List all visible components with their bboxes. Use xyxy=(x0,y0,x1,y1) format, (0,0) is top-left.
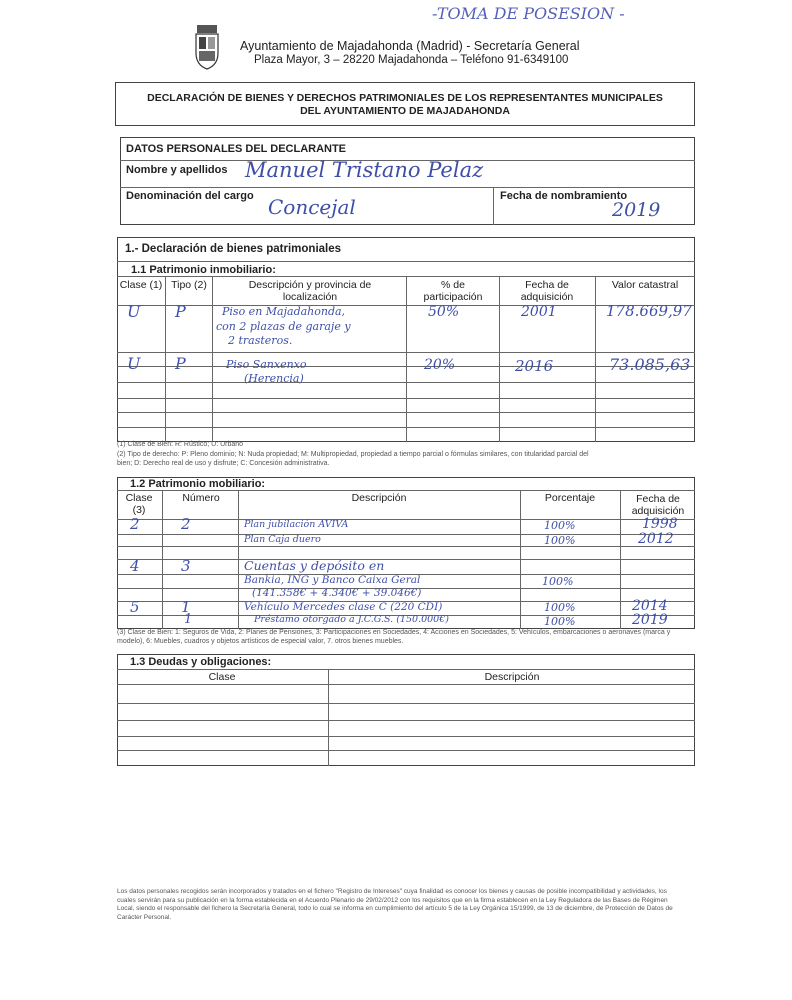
mob-row5-desc: (141.358€ + 4.340€ + 39.046€) xyxy=(252,587,422,599)
mob-row6-desc: Vehículo Mercedes clase C (220 CDI) xyxy=(244,601,443,613)
mob-col-fecha: Fecha de adquisición xyxy=(631,493,685,517)
inmob-col-fecha: Fecha de adquisición xyxy=(520,279,574,303)
personal-heading: DATOS PERSONALES DEL DECLARANTE xyxy=(126,143,347,155)
mob-col-clase: Clase (3) xyxy=(125,492,153,516)
inmob-row2-clase: U xyxy=(127,354,141,373)
debts-col-descripcion: Descripción xyxy=(484,671,540,683)
mob-row2-desc: Plan Caja duero xyxy=(244,534,321,545)
inmob-row2-fecha: 2016 xyxy=(515,357,554,375)
inmob-row2-desc1: Piso Sanxenxo xyxy=(226,358,307,371)
cargo-value: Concejal xyxy=(268,195,356,219)
inmob-row2-desc2: (Herencia) xyxy=(244,372,304,385)
mob-row1-fecha: 1998 xyxy=(642,516,678,532)
mob-col-numero: Número xyxy=(182,492,220,504)
inmob-row1-clase: U xyxy=(127,302,141,321)
mob-row6-pct: 100% xyxy=(544,601,576,614)
inmob-row2-pct: 20% xyxy=(424,357,456,373)
name-value: Manuel Tristano Pelaz xyxy=(245,158,484,182)
inmob-row1-desc1: Piso en Majadahonda, xyxy=(222,305,346,318)
header-address: Plaza Mayor, 3 – 28220 Majadahonda – Teléfono 91-6349100 xyxy=(254,54,569,66)
fecha-nombramiento-label: Fecha de nombramiento xyxy=(500,190,628,202)
section11-heading: 1.1 Patrimonio inmobiliario: xyxy=(131,264,276,276)
fecha-nombramiento-value: 2019 xyxy=(612,199,661,221)
debts-col-clase: Clase xyxy=(208,671,236,683)
mob-row1-desc: Plan jubilación AVIVA xyxy=(244,519,349,530)
handwritten-annotation: -TOMA DE POSESION - xyxy=(432,4,625,23)
inmob-col-participacion: % de participación xyxy=(423,279,483,303)
mob-col-descripcion: Descripción xyxy=(351,492,407,504)
mob-row7-fecha: 2019 xyxy=(632,612,668,628)
title-box xyxy=(115,82,695,126)
note-1: (1) Clase de Bien: R: Rústico; U: Urbano xyxy=(117,441,244,448)
inmob-row1-valor: 178.669,97 xyxy=(606,302,692,320)
mob-row1-clase: 2 xyxy=(130,515,140,533)
inmob-row1-fecha: 2001 xyxy=(521,304,557,320)
mob-row3-clase: 4 xyxy=(130,557,140,575)
inmob-col-valor: Valor catastral xyxy=(611,279,679,291)
mob-row7-num: 1 xyxy=(184,612,193,627)
note-2: (2) Tipo de derecho: P: Pleno dominio; N: Nuda propiedad; M: Multipropiedad, propiedad a tiempo parcial o fórmulas similares, con titularidad parcial del xyxy=(117,451,589,458)
section12-heading: 1.2 Patrimonio mobiliario: xyxy=(130,478,266,490)
mob-row6-fecha: 2014 xyxy=(632,598,668,614)
title-line2: DEL AYUNTAMIENTO DE MAJADAHONDA xyxy=(300,105,510,117)
mob-row1-num: 2 xyxy=(181,515,191,533)
cargo-label: Denominación del cargo xyxy=(126,190,254,202)
title-line1: DECLARACIÓN DE BIENES Y DERECHOS PATRIMONIALES DE LOS REPRESENTANTES MUNICIPALES xyxy=(147,92,663,104)
mob-row7-pct: 100% xyxy=(544,615,576,628)
inmob-row1-tipo: P xyxy=(175,302,186,321)
inmob-col-descripcion: Descripción y provincia de localización xyxy=(248,279,372,303)
inmob-row2-tipo: P xyxy=(175,354,186,373)
inmob-row1-desc2: con 2 plazas de garaje y xyxy=(216,320,351,333)
section13-heading: 1.3 Deudas y obligaciones: xyxy=(130,656,272,668)
inmob-row2-valor: 73.085,63 xyxy=(609,355,691,374)
footer-privacy-note: Los datos personales recogidos serán incorporados y tratados en el fichero "Registro de Intereses" cuya finalidad es conocer los bienes y causas de posible incompatibilidad y actividades, los cuales servirán para su publicación en la forma establecida en el Acuerdo Plenario de 29/02/2012 con los requisitos que en la firma establecen en la Ley Reguladora de las Bases de Régimen Local, siendo el responsable del fichero la Secretaría General, todo lo cual se informa en cumplimiento del artículo 5 de la Ley Orgánica 15/1999, de 13 de diciembre, de Protección de Datos de Carácter Personal. xyxy=(117,888,673,921)
mob-row7-desc: Préstamo otorgado a J.C.G.S. (150.000€) xyxy=(254,614,449,625)
inmob-row1-desc3: 2 trasteros. xyxy=(228,334,293,347)
inmob-row1-pct: 50% xyxy=(428,304,460,320)
mob-row4-desc: Bankia, ING y Banco Caixa Geral xyxy=(244,574,421,586)
mob-row1-pct: 100% xyxy=(544,519,576,532)
mob-row3-desc: Cuentas y depósito en xyxy=(244,558,385,573)
inmob-col-clase: Clase (1) xyxy=(119,279,163,291)
mob-col-porcentaje: Porcentaje xyxy=(544,492,596,504)
mob-row2-fecha: 2012 xyxy=(638,531,674,547)
mob-row6-num: 1 xyxy=(181,598,191,616)
note-3: (3) Clase de Bien: 1: Seguros de Vida, 2: Planes de Pensiones, 3: Participaciones en Sociedades, 4: Acciones en Sociedades, 5: Vehículos, embarcaciones o aeronaves (marca y modelo), 6: Muebles, cuadros y objetos artísticos de especial valor, 7. otros bienes muebles. xyxy=(117,629,671,645)
mob-row2-pct: 100% xyxy=(544,534,576,547)
mob-row4-pct: 100% xyxy=(542,575,574,588)
coat-of-arms-logo xyxy=(192,25,222,70)
section1-heading: 1.- Declaración de bienes patrimoniales xyxy=(125,243,342,255)
name-label: Nombre y apellidos xyxy=(126,164,228,176)
inmob-col-tipo: Tipo (2) xyxy=(171,279,207,291)
mob-row6-clase: 5 xyxy=(130,598,140,616)
header-org: Ayuntamiento de Majadahonda (Madrid) - Secretaría General xyxy=(240,39,580,53)
mob-row3-num: 3 xyxy=(181,557,191,575)
note-2b: bien; D: Derecho real de uso y disfrute; C: Concesión administrativa. xyxy=(117,460,330,467)
